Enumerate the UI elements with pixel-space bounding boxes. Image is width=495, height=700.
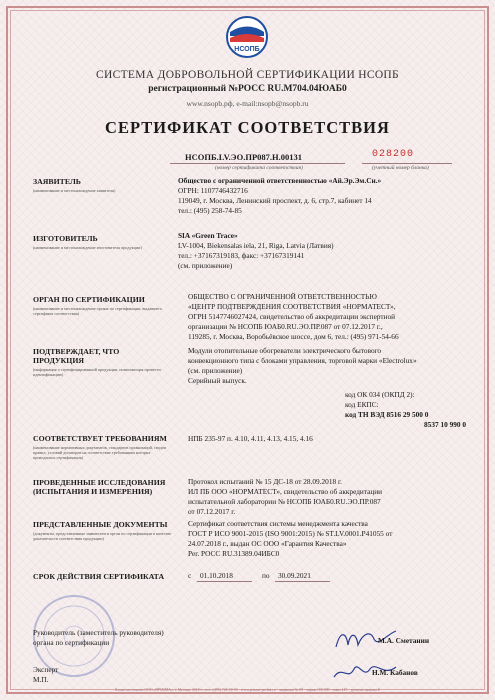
- manufacturer-sublabel: (наименование и местонахождение изготовителя продукции): [33, 245, 142, 250]
- footer-print-info: Бланк изготовлен ООО «ПРИЗМА», г. Москва, 2018 г., тел.: (495) 726-58-03 · www.prizma-pechat.ru · лицензия № 00 · тираж 100 000 · заказ 145 · уровень защиты Б: [115, 688, 380, 692]
- certification-body-line-1: ОБЩЕСТВО С ОГРАНИЧЕННОЙ ОТВЕТСТВЕННОСТЬЮ: [188, 292, 377, 301]
- code-ekps: код ЕКПС:: [345, 400, 379, 409]
- certificate-number-caption: (номер сертификата соответствия): [215, 165, 303, 171]
- validity-from-underline: [197, 581, 252, 582]
- validity-to-date: 30.09.2021: [278, 571, 311, 580]
- logo-text: НСОПБ: [234, 46, 260, 53]
- document-title: СЕРТИФИКАТ СООТВЕТСТВИЯ: [105, 118, 390, 137]
- code-tnved-2: 8537 10 990 0: [424, 420, 466, 429]
- blank-number-caption: (учетный номер бланка): [372, 165, 429, 171]
- certification-body-line-4: организации № НСОПБ ЮАБ0.RU.ЭО.ПР.087 от 07.12.2017 г.,: [188, 322, 383, 331]
- expert-label: Эксперт: [33, 665, 59, 674]
- applicant-ogrn: ОГРН: 1107746432716: [178, 186, 248, 195]
- manufacturer-phone: тел.: +37167319183, факс: +37167319141: [178, 251, 305, 260]
- product-line-3: (см. приложение): [188, 366, 243, 375]
- validity-from-date: 01.10.2018: [200, 571, 233, 580]
- head-signatory-label-2: органа по сертификации: [33, 638, 110, 647]
- certification-body-line-5: 119285, г. Москва, Воробьёвское шоссе, дом 6, тел.: (495) 971-54-66: [188, 332, 399, 341]
- head-name: [378, 636, 429, 646]
- certification-body-label: ОРГАН ПО СЕРТИФИКАЦИИ: [33, 295, 145, 304]
- product-line-1: Модули отопительные обогреватели электрического бытового: [188, 346, 382, 355]
- applicant-sublabel: (наименование и местонахождение заявителя): [33, 188, 116, 193]
- manufacturer-label: ИЗГОТОВИТЕЛЬ: [33, 234, 98, 243]
- certification-body-line-2: «ЦЕНТР ПОДТВЕРЖДЕНИЯ СООТВЕТСТВИЯ «НОРМАТЕСТ»,: [188, 302, 396, 311]
- expert-name-text: Н.М. Кабанов: [372, 668, 418, 677]
- code-tnved-1: код ТН ВЭД 8516 29 500 0: [345, 410, 429, 419]
- manufacturer-address: LV-1004, Biekensalas iela, 21, Riga, Latvia (Латвия): [178, 241, 334, 250]
- requirements-sublabel: (наименование нормативных документов, стандартов организаций, сводов правил, условий договоров на соответствие требованиям которых проводилась сертификация): [33, 445, 166, 460]
- product-line-4: Серийный выпуск.: [188, 376, 247, 385]
- documents-label: ПРЕДСТАВЛЕННЫЕ ДОКУМЕНТЫ: [33, 520, 168, 529]
- tests-line-2: ИЛ ПБ ООО «НОРМАТЕСТ», свидетельство об аккредитации: [188, 487, 383, 496]
- documents-sublabel: (документы, представленные заявителем в орган по сертификации в качестве доказательств соответствия продукции): [33, 531, 172, 541]
- requirements-value: НПБ 235-97 п. 4.10, 4.11, 4.13, 4.15, 4.16: [188, 434, 313, 443]
- validity-to-word: по: [262, 571, 270, 580]
- blank-number-underline: [362, 163, 452, 164]
- certification-body-line-3: ОГРН 5147746027424, свидетельство об аккредитации экспертной: [188, 312, 396, 321]
- product-line-2: конвекционного типа с блоками управления, торговой марки «Electrolux»: [188, 356, 417, 365]
- validity-from-word: с: [188, 571, 192, 580]
- requirements-label: СООТВЕТСТВУЕТ ТРЕБОВАНИЯМ: [33, 434, 167, 443]
- applicant-phone: тел.: (495) 258-74-85: [178, 206, 242, 215]
- manufacturer-see-appendix: (см. приложение): [178, 261, 233, 270]
- code-okpd2: код ОК 034 (ОКПД 2):: [345, 390, 415, 399]
- tests-line-3: испытательной лаборатории № НСОПБ ЮАБ0.RU.ЭО.ПР.087: [188, 497, 381, 506]
- tests-label: ПРОВЕДЕННЫЕ ИССЛЕДОВАНИЯ (ИСПЫТАНИЯ И ИЗМЕРЕНИЯ): [33, 478, 166, 496]
- head-signatory-label-1: Руководитель (заместитель руководителя): [33, 628, 164, 637]
- product-label: ПОДТВЕРЖДАЕТ, ЧТО ПРОДУКЦИЯ: [33, 347, 120, 365]
- system-name: СИСТЕМА ДОБРОВОЛЬНОЙ СЕРТИФИКАЦИИ НСОПБ: [96, 69, 399, 81]
- manufacturer-details: [178, 231, 468, 271]
- certificate-number-underline: [170, 163, 345, 164]
- website-email: www.nsopb.рф, e-mail:nsopb@nsopb.ru: [186, 99, 309, 108]
- tests-line-4: от 07.12.2017 г.: [188, 507, 236, 516]
- expert-name: [372, 668, 418, 678]
- tests-line-1: Протокол испытаний № 15 ДС-18 от 28.09.2018 г.: [188, 477, 342, 486]
- documents-line-3: 24.07.2018 г., выдан ОС ООО «Гарантия Качества»: [188, 539, 347, 548]
- applicant-label: ЗАЯВИТЕЛЬ: [33, 177, 81, 186]
- product-codes: [345, 390, 470, 430]
- registration-number: регистрационный №РОСС RU.М704.04ЮАБ0: [148, 84, 347, 94]
- certificate-number: НСОПБ.LV.ЭО.ПР087.Н.00131: [185, 152, 303, 162]
- nsopb-logo-icon: [226, 16, 268, 58]
- documents-line-2: ГОСТ Р ИСО 9001-2015 (ISO 9001:2015) № ST.LV.0001.P41055 от: [188, 529, 393, 538]
- manufacturer-name: SIA «Green Trace»: [178, 231, 238, 240]
- validity-to-underline: [275, 581, 330, 582]
- applicant-name: Общество с ограниченной ответственностью «Ай.Эр.Эм.Сн.»: [178, 176, 382, 185]
- product-sublabel: (информация о сертифицированной продукции, позволяющая провести идентификацию): [33, 367, 161, 377]
- product-details: [188, 346, 478, 386]
- tests-details: [188, 477, 473, 517]
- documents-line-1: Сертификат соответствия системы менеджмента качества: [188, 519, 368, 528]
- applicant-address: 119049, г. Москва, Ленинский проспект, д. 6, стр.7, кабинет 14: [178, 196, 372, 205]
- head-name-text: М.А. Сметанин: [378, 636, 430, 645]
- blank-number: 028200: [372, 149, 415, 160]
- validity-label: СРОК ДЕЙСТВИЯ СЕРТИФИКАТА: [33, 572, 165, 581]
- applicant-details: [178, 176, 468, 216]
- documents-line-4: Рег. РОСС RU.31389.04ИБС0: [188, 549, 280, 558]
- certification-body-sublabel: (наименование и местонахождение органа по сертификации, выдавшего сертификат соответствия): [33, 306, 162, 316]
- mp-label: М.П.: [33, 675, 49, 684]
- certification-body-details: [188, 292, 473, 342]
- documents-details: [188, 519, 473, 559]
